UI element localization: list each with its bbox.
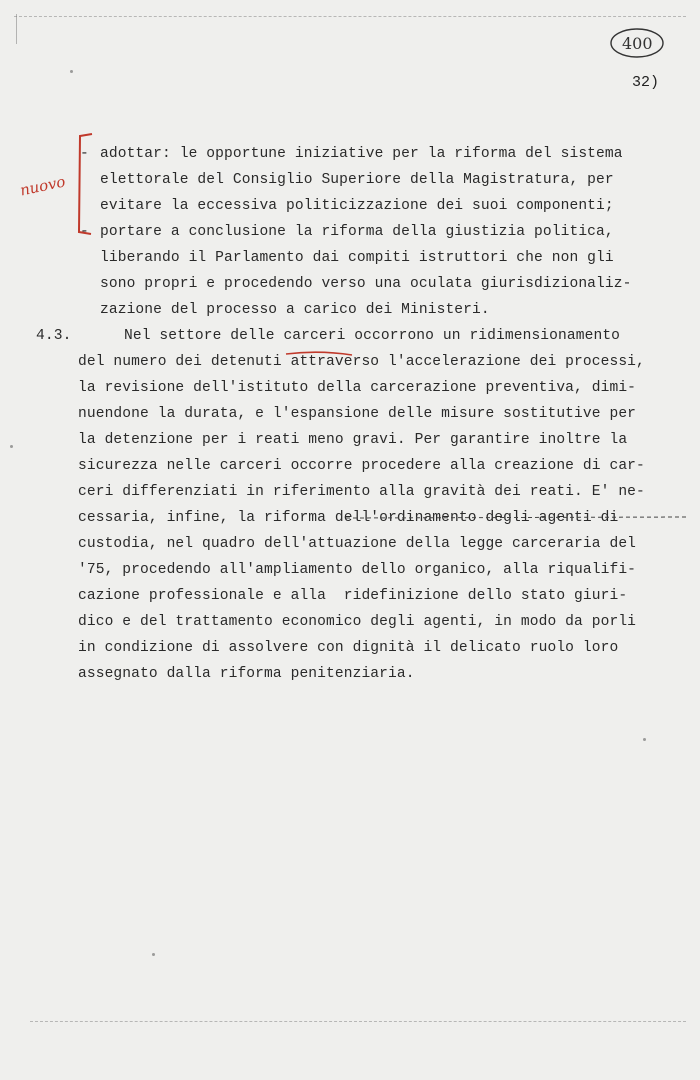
margin-note-text: nuovo	[18, 172, 67, 200]
bullet-2-line-3: sono propri e procedendo verso una oculata giurisdizionaliz-	[100, 276, 632, 292]
paragraph-line-5: la detenzione per i reati meno gravi. Per garantire inoltre la	[78, 432, 628, 448]
paragraph-line-12: dico e del trattamento economico degli agenti, in modo da porli	[78, 614, 637, 630]
bullet-1-line-1: adottar: le opportune iniziative per la riforma del sistema	[100, 146, 623, 162]
section-number: 4.3.	[36, 328, 72, 344]
bullet-marker: -	[80, 224, 89, 240]
paragraph-line-3: la revisione dell'istituto della carcerazione preventiva, dimi-	[78, 380, 637, 396]
bullet-marker: -	[80, 146, 89, 162]
top-scan-edge	[14, 16, 686, 17]
bottom-scan-edge	[30, 1021, 686, 1022]
page-number: 32)	[632, 74, 660, 91]
paragraph-line-8: cessaria, infine, la riforma dell'ordinamento degli agenti di	[78, 510, 619, 526]
paragraph-line-10: '75, procedendo all'ampliamento dello organico, alla riqualifi-	[78, 562, 637, 578]
typed-strike-through	[346, 511, 686, 523]
paragraph-line-2: del numero dei detenuti attraverso l'accelerazione dei processi,	[78, 354, 645, 370]
paragraph-line-1: Nel settore delle carceri occorrono un ridimensionamento	[124, 328, 621, 344]
stamp-number-text: 400	[622, 34, 653, 53]
paragraph-line-9: custodia, nel quadro dell'attuazione della legge carceraria del	[78, 536, 637, 552]
scan-speck	[70, 70, 73, 73]
paragraph-line-7: ceri differenziati in riferimento alla gravità dei reati. E' ne-	[78, 484, 645, 500]
paragraph-line-6: sicurezza nelle carceri occorre procedere alla creazione di car-	[78, 458, 645, 474]
bullet-1-line-3: evitare la eccessiva politicizzazione dei suoi componenti;	[100, 198, 614, 214]
left-scan-edge	[16, 14, 17, 44]
paragraph-line-13: in condizione di assolvere con dignità il delicato ruolo loro	[78, 640, 619, 656]
bullet-2-line-4: zazione del processo a carico dei Ministeri.	[100, 302, 490, 318]
scan-speck	[10, 445, 13, 448]
bullet-1-line-2: elettorale del Consiglio Superiore della Magistratura, per	[100, 172, 614, 188]
bullet-2-line-2: liberando il Parlamento dai compiti istruttori che non gli	[100, 250, 614, 266]
margin-note	[18, 168, 78, 204]
bullet-2-line-1: portare a conclusione la riforma della giustizia politica,	[100, 224, 614, 240]
paragraph-line-4: nuendone la durata, e l'espansione delle misure sostitutive per	[78, 406, 637, 422]
scan-speck	[152, 953, 155, 956]
paragraph-line-14: assegnato dalla riforma penitenziaria.	[78, 666, 415, 682]
paragraph-line-11: cazione professionale e alla ridefinizione dello stato giuri-	[78, 588, 628, 604]
scan-speck	[643, 738, 646, 741]
handwritten-page-stamp	[608, 26, 666, 60]
